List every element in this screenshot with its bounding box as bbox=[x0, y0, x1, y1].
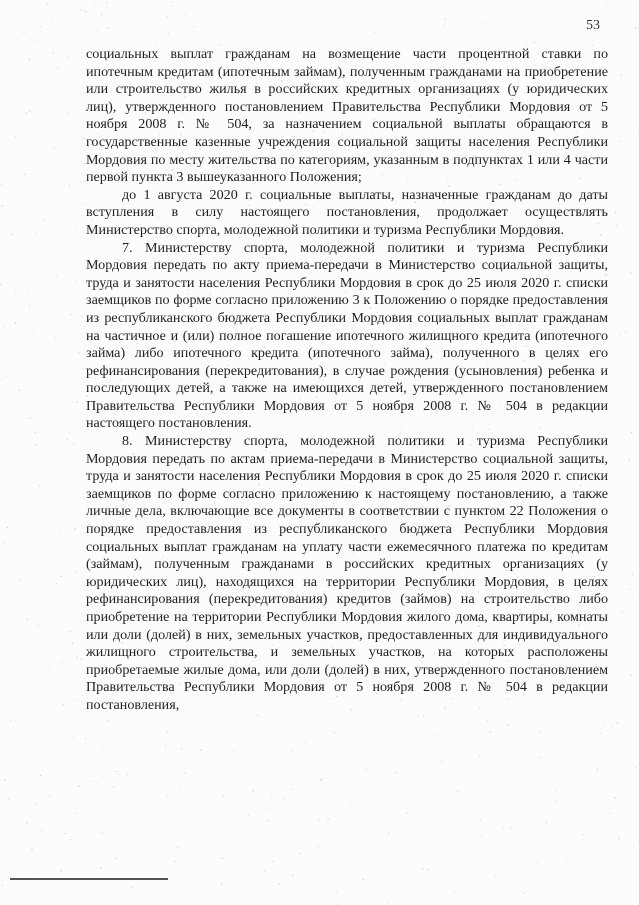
page-number: 53 bbox=[586, 18, 600, 33]
paragraph-item-7: 7. Министерству спорта, молодежной политики и туризма Республики Мордовия передать по акту приема-передачи в Министерство социальной защиты, труда и занятости населения Республики Мордовия в срок до 25 июля 2020 г. списки заемщиков по форме согласно приложению 3 к Положению о порядке предоставления из республиканского бюджета Республики Мордовия социальных выплат гражданам на частичное и (или) полное погашение ипотечного жилищного кредита (ипотечного займа) либо ипотечного кредита (ипотечного займа), полученного в целях его рефинансирования (перекредитования), в случае рождения (усыновления) ребенка и последующих детей, а также на имеющихся детей, утвержденного постановлением Правительства Республики Мордовия от 5 ноября 2008 г. № 504 в редакции настоящего постановления. bbox=[86, 239, 608, 432]
paragraph-item-8: 8. Министерству спорта, молодежной политики и туризма Республики Мордовия передать по актам приема-передачи в Министерство социальной защиты, труда и занятости населения Республики Мордовия в срок до 25 июля 2020 г. списки заемщиков по форме согласно приложению к настоящему постановлению, а также личные дела, включающие все документы в соответствии с пунктом 22 Положения о порядке предоставления из республиканского бюджета Республики Мордовия социальных выплат гражданам на уплату части ежемесячного платежа по кредитам (займам), полученным гражданами в российских кредитных организациях (у юридических лиц), находящихся на территории Республики Мордовия, в целях рефинансирования (перекредитования) кредитов (займов) на строительство либо приобретение на территории Республики Мордовия жилого дома, квартиры, комнаты или доли (долей) в них, земельных участков, предоставленных для индивидуального жилищного строительства, и земельных участков, на которых расположены приобретаемые жилые дома, или доли (долей) в них, утвержденного постановлением Правительства Республики Мордовия от 5 ноября 2008 г. № 504 в редакции постановления, bbox=[86, 433, 608, 713]
paragraph-continuation: социальных выплат гражданам на возмещение части процентной ставки по ипотечным кредитам (ипотечным займам), полученным гражданами на приобретение или строительство жилья в российских кредитных организациях (у юридических лиц), утвержденного постановлением Правительства Республики Мордовия от 5 ноября 2008 г. № 504, за назначением социальной выплаты обращаются в государственные казенные учреждения социальной защиты населения Республики Мордовия по месту жительства по категориям, указанным в подпунктах 1 или 4 части первой пункта 3 вышеуказанного Положения; bbox=[86, 46, 608, 186]
body-text bbox=[86, 46, 608, 715]
paragraph-deadline: до 1 августа 2020 г. социальные выплаты, назначенные гражданам до даты вступления в силу настоящего постановления, продолжает осуществлять Министерство спорта, молодежной политики и туризма Республики Мордовия. bbox=[86, 186, 608, 238]
bottom-rule bbox=[10, 878, 168, 880]
